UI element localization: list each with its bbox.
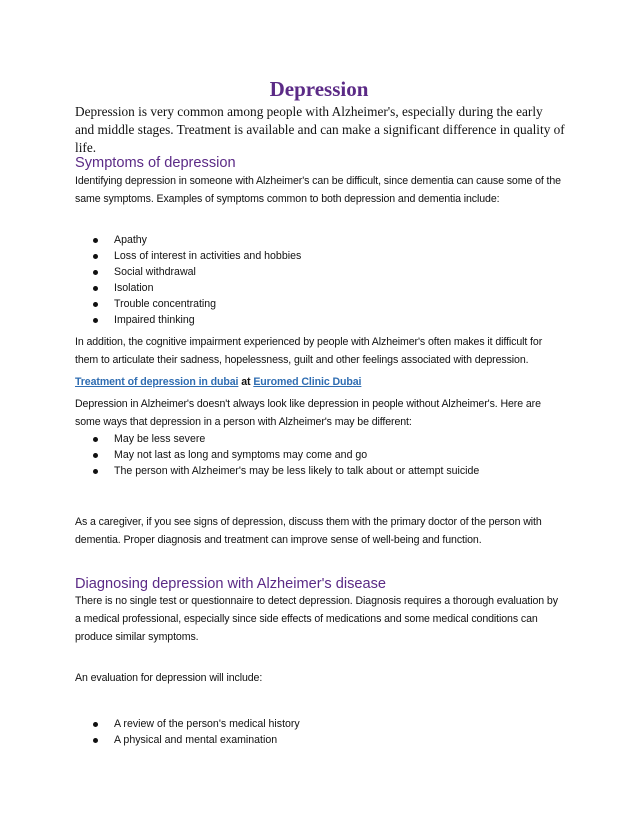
list-item-text: May be less severe bbox=[114, 433, 206, 445]
page-title: Depression bbox=[269, 77, 369, 101]
bullet-icon bbox=[93, 286, 98, 291]
intro-paragraph: Depression is very common among people with Alzheimer's, especially during the early and middle stages. Treatment is available and can make a significant difference in quality of life. bbox=[75, 104, 565, 155]
list-item-text: Trouble concentrating bbox=[114, 298, 217, 310]
list-item bbox=[75, 447, 555, 463]
symptoms-paragraph: Identifying depression in someone with Alzheimer's can be difficult, since dementia can cause some of the same symptoms. Examples of symptoms common to both depression and dementia include: bbox=[75, 175, 561, 205]
links-line bbox=[75, 373, 565, 391]
symptoms-followup-paragraph: In addition, the cognitive impairment experienced by people with Alzheimer's often makes it difficult for them to articulate their sadness, hopelessness, guilt and other feelings associated with depression. bbox=[75, 336, 543, 366]
list-item bbox=[75, 232, 555, 248]
list-item bbox=[75, 431, 555, 447]
bullet-icon bbox=[93, 722, 98, 727]
differences-list bbox=[75, 431, 555, 479]
list-item bbox=[75, 312, 555, 328]
list-item bbox=[75, 248, 555, 264]
list-item-text: Isolation bbox=[114, 282, 154, 294]
list-item bbox=[75, 264, 555, 280]
list-item bbox=[75, 463, 555, 479]
links-connector: at bbox=[241, 376, 251, 388]
list-item bbox=[75, 296, 555, 312]
caregiver-paragraph: As a caregiver, if you see signs of depression, discuss them with the primary doctor of the person with dementia. Proper diagnosis and treatment can improve sense of well-being and function. bbox=[75, 516, 542, 546]
list-item-text: Impaired thinking bbox=[114, 314, 195, 326]
list-item bbox=[75, 280, 555, 296]
diagnosing-paragraph: There is no single test or questionnaire to detect depression. Diagnosis requires a thorough evaluation by a medical professional, especially since side effects of medications and some medical conditions can produce similar symptoms. bbox=[75, 595, 558, 643]
list-item bbox=[75, 716, 555, 732]
list-item-text: Loss of interest in activities and hobbies bbox=[114, 250, 302, 262]
bullet-icon bbox=[93, 238, 98, 243]
evaluation-list bbox=[75, 716, 555, 748]
bullet-icon bbox=[93, 437, 98, 442]
list-item-text: A review of the person's medical history bbox=[114, 718, 300, 730]
clinic-link[interactable]: Euromed Clinic Dubai bbox=[253, 376, 362, 388]
bullet-icon bbox=[93, 270, 98, 275]
bullet-icon bbox=[93, 453, 98, 458]
list-item-text: Apathy bbox=[114, 234, 147, 246]
treatment-link[interactable]: Treatment of depression in dubai bbox=[75, 376, 239, 388]
list-item-text: The person with Alzheimer's may be less likely to talk about or attempt suicide bbox=[114, 465, 480, 477]
list-item-text: A physical and mental examination bbox=[114, 734, 278, 746]
bullet-icon bbox=[93, 254, 98, 259]
symptoms-heading: Symptoms of depression bbox=[75, 155, 236, 171]
bullet-icon bbox=[93, 302, 98, 307]
list-item bbox=[75, 732, 555, 748]
differences-paragraph: Depression in Alzheimer's doesn't always look like depression in people without Alzheimer's. Here are some ways that depression in a person with Alzheimer's may be different: bbox=[75, 398, 541, 428]
bullet-icon bbox=[93, 318, 98, 323]
evaluation-intro: An evaluation for depression will include: bbox=[75, 672, 263, 684]
bullet-icon bbox=[93, 738, 98, 743]
list-item-text: May not last as long and symptoms may come and go bbox=[114, 449, 368, 461]
bullet-icon bbox=[93, 469, 98, 474]
diagnosing-heading: Diagnosing depression with Alzheimer's disease bbox=[75, 576, 387, 592]
symptoms-list bbox=[75, 232, 555, 328]
list-item-text: Social withdrawal bbox=[114, 266, 196, 278]
